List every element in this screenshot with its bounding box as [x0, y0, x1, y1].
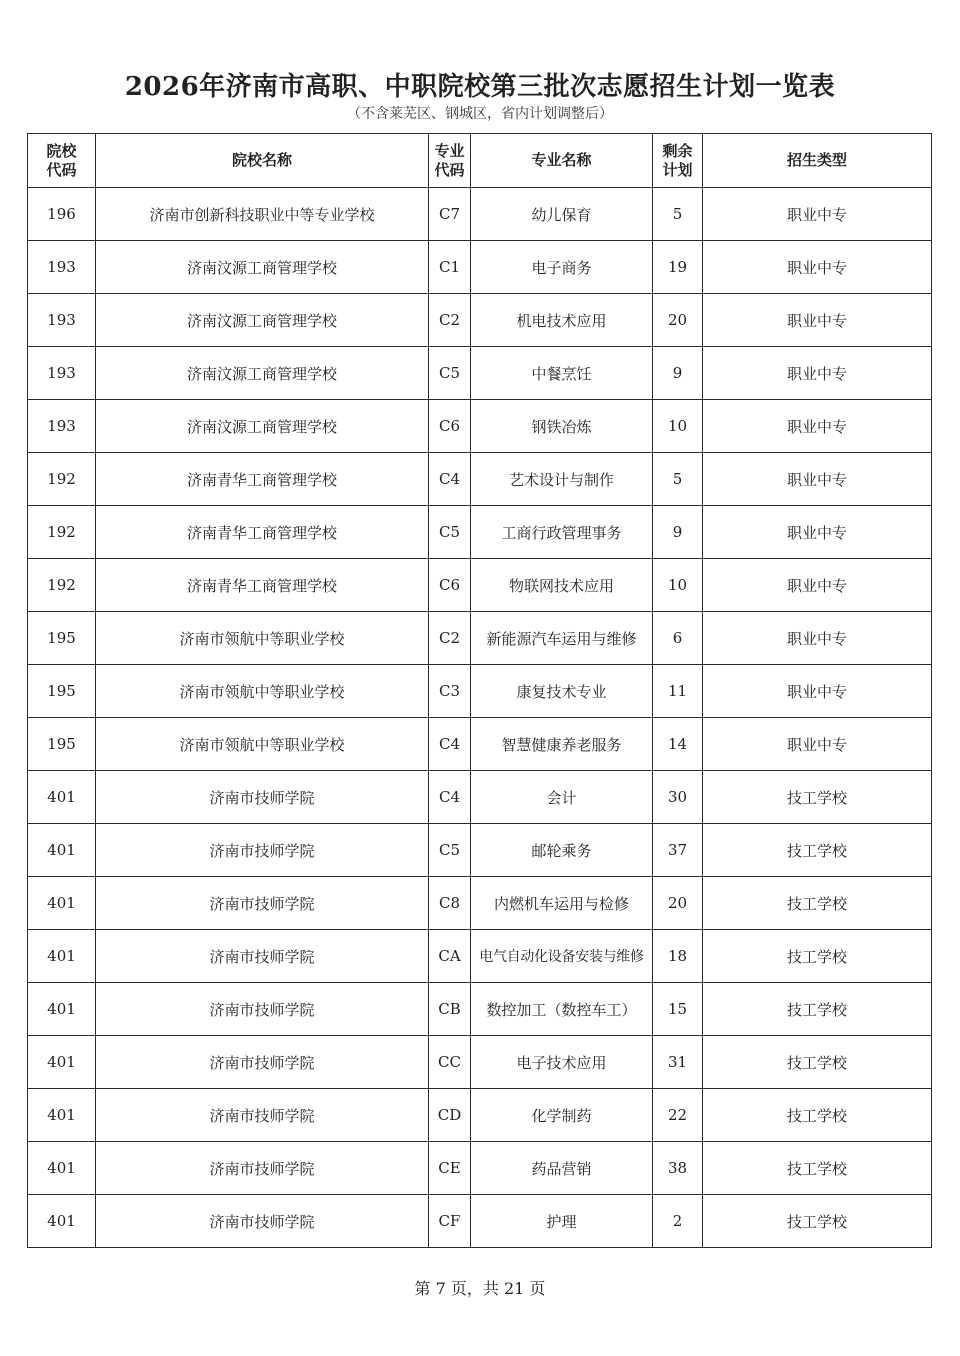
cell-school-name: 济南市技师学院 — [96, 771, 429, 824]
cell-remaining: 9 — [653, 347, 703, 400]
cell-school-code: 401 — [28, 771, 96, 824]
cell-major-name: 数控加工（数控车工） — [471, 983, 653, 1036]
cell-major-name: 物联网技术应用 — [471, 559, 653, 612]
header-major-code-line2: 代码 — [434, 160, 465, 179]
cell-school-code: 195 — [28, 665, 96, 718]
cell-major-name: 邮轮乘务 — [471, 824, 653, 877]
cell-remaining: 10 — [653, 400, 703, 453]
page-footer: 第 7 页，共 21 页 — [414, 1279, 546, 1298]
table-row — [28, 506, 932, 559]
table-row — [28, 1089, 932, 1142]
cell-major-code: CB — [429, 983, 471, 1036]
cell-school-code: 195 — [28, 718, 96, 771]
cell-remaining: 30 — [653, 771, 703, 824]
cell-school-name: 济南市技师学院 — [96, 1089, 429, 1142]
cell-major-name: 康复技术专业 — [471, 665, 653, 718]
table-body — [28, 188, 932, 1248]
header-school-code — [28, 134, 96, 188]
table-row — [28, 1036, 932, 1089]
cell-school-code: 401 — [28, 1036, 96, 1089]
cell-enrollment-type: 职业中专 — [703, 506, 932, 559]
header-enrollment-type: 招生类型 — [703, 134, 932, 188]
cell-school-code: 401 — [28, 824, 96, 877]
table-row — [28, 241, 932, 294]
cell-remaining: 6 — [653, 612, 703, 665]
enrollment-plan-table — [27, 133, 932, 1248]
cell-remaining: 20 — [653, 294, 703, 347]
cell-school-name: 济南市领航中等职业学校 — [96, 612, 429, 665]
header-remaining-line2: 计划 — [662, 160, 693, 179]
cell-major-name: 钢铁冶炼 — [471, 400, 653, 453]
cell-enrollment-type: 职业中专 — [703, 188, 932, 241]
cell-remaining: 5 — [653, 453, 703, 506]
cell-major-name: 电子商务 — [471, 241, 653, 294]
cell-major-code: C6 — [429, 400, 471, 453]
cell-school-code: 193 — [28, 400, 96, 453]
cell-school-name: 济南汶源工商管理学校 — [96, 241, 429, 294]
cell-remaining: 37 — [653, 824, 703, 877]
cell-major-name: 工商行政管理事务 — [471, 506, 653, 559]
page-subtitle: （不含莱芜区、钢城区，省内计划调整后） — [347, 106, 613, 122]
cell-major-name: 护理 — [471, 1195, 653, 1248]
cell-school-code: 401 — [28, 877, 96, 930]
cell-major-code: CE — [429, 1142, 471, 1195]
cell-school-code: 192 — [28, 559, 96, 612]
cell-enrollment-type: 职业中专 — [703, 718, 932, 771]
cell-major-name: 会计 — [471, 771, 653, 824]
table-row — [28, 1195, 932, 1248]
cell-school-code: 193 — [28, 347, 96, 400]
cell-school-name: 济南市技师学院 — [96, 930, 429, 983]
cell-major-name: 药品营销 — [471, 1142, 653, 1195]
cell-school-name: 济南市领航中等职业学校 — [96, 718, 429, 771]
cell-major-code: C5 — [429, 506, 471, 559]
cell-enrollment-type: 技工学校 — [703, 1142, 932, 1195]
cell-major-code: C2 — [429, 294, 471, 347]
cell-remaining: 19 — [653, 241, 703, 294]
table-row — [28, 559, 932, 612]
cell-major-code: CD — [429, 1089, 471, 1142]
table-row — [28, 294, 932, 347]
cell-school-name: 济南市创新科技职业中等专业学校 — [96, 188, 429, 241]
cell-major-name: 艺术设计与制作 — [471, 453, 653, 506]
header-major-code — [429, 134, 471, 188]
cell-school-name: 济南市技师学院 — [96, 1195, 429, 1248]
cell-school-code: 192 — [28, 506, 96, 559]
cell-enrollment-type: 技工学校 — [703, 824, 932, 877]
cell-enrollment-type: 技工学校 — [703, 877, 932, 930]
cell-major-name: 机电技术应用 — [471, 294, 653, 347]
cell-school-code: 196 — [28, 188, 96, 241]
cell-enrollment-type: 职业中专 — [703, 453, 932, 506]
cell-major-name: 内燃机车运用与检修 — [471, 877, 653, 930]
cell-enrollment-type: 技工学校 — [703, 1089, 932, 1142]
cell-major-code: C4 — [429, 453, 471, 506]
table-row — [28, 824, 932, 877]
cell-enrollment-type: 技工学校 — [703, 1195, 932, 1248]
table-row — [28, 983, 932, 1036]
header-major-code-line1: 专业 — [434, 141, 465, 160]
cell-major-code: C8 — [429, 877, 471, 930]
table-row — [28, 1142, 932, 1195]
cell-remaining: 20 — [653, 877, 703, 930]
cell-enrollment-type: 职业中专 — [703, 294, 932, 347]
cell-major-code: C4 — [429, 718, 471, 771]
cell-remaining: 5 — [653, 188, 703, 241]
header-school-name: 院校名称 — [96, 134, 429, 188]
cell-major-name: 电子技术应用 — [471, 1036, 653, 1089]
cell-remaining: 15 — [653, 983, 703, 1036]
cell-major-name: 智慧健康养老服务 — [471, 718, 653, 771]
cell-school-code: 195 — [28, 612, 96, 665]
table-row — [28, 400, 932, 453]
cell-school-name: 济南市技师学院 — [96, 1036, 429, 1089]
cell-school-code: 193 — [28, 241, 96, 294]
cell-enrollment-type: 职业中专 — [703, 400, 932, 453]
header-school-code-line1: 院校 — [46, 141, 77, 160]
cell-enrollment-type: 职业中专 — [703, 612, 932, 665]
cell-major-code: C2 — [429, 612, 471, 665]
cell-school-name: 济南市领航中等职业学校 — [96, 665, 429, 718]
cell-major-code: C6 — [429, 559, 471, 612]
table-row — [28, 612, 932, 665]
cell-major-name: 新能源汽车运用与维修 — [471, 612, 653, 665]
cell-enrollment-type: 职业中专 — [703, 559, 932, 612]
cell-major-code: C5 — [429, 824, 471, 877]
header-remaining — [653, 134, 703, 188]
cell-school-code: 401 — [28, 930, 96, 983]
cell-remaining: 18 — [653, 930, 703, 983]
table-row — [28, 930, 932, 983]
cell-enrollment-type: 职业中专 — [703, 665, 932, 718]
cell-major-code: CF — [429, 1195, 471, 1248]
table-row — [28, 771, 932, 824]
cell-remaining: 14 — [653, 718, 703, 771]
cell-school-name: 济南市技师学院 — [96, 824, 429, 877]
cell-school-code: 401 — [28, 983, 96, 1036]
table-row — [28, 453, 932, 506]
cell-major-name: 化学制药 — [471, 1089, 653, 1142]
table-row — [28, 718, 932, 771]
cell-school-name: 济南市技师学院 — [96, 1142, 429, 1195]
header-school-code-line2: 代码 — [46, 160, 77, 179]
cell-major-code: C3 — [429, 665, 471, 718]
header-remaining-line1: 剩余 — [662, 141, 693, 160]
cell-school-name: 济南青华工商管理学校 — [96, 506, 429, 559]
cell-school-name: 济南青华工商管理学校 — [96, 453, 429, 506]
cell-school-name: 济南市技师学院 — [96, 983, 429, 1036]
cell-remaining: 22 — [653, 1089, 703, 1142]
cell-school-code: 193 — [28, 294, 96, 347]
cell-enrollment-type: 职业中专 — [703, 347, 932, 400]
table-row — [28, 188, 932, 241]
table-header-row — [28, 134, 932, 188]
cell-major-code: C4 — [429, 771, 471, 824]
cell-enrollment-type: 技工学校 — [703, 930, 932, 983]
cell-remaining: 9 — [653, 506, 703, 559]
cell-school-code: 401 — [28, 1142, 96, 1195]
cell-school-name: 济南市技师学院 — [96, 877, 429, 930]
cell-school-code: 401 — [28, 1089, 96, 1142]
cell-major-name: 电气自动化设备安装与维修 — [471, 930, 653, 983]
cell-remaining: 38 — [653, 1142, 703, 1195]
cell-school-name: 济南汶源工商管理学校 — [96, 347, 429, 400]
cell-major-code: C7 — [429, 188, 471, 241]
cell-remaining: 10 — [653, 559, 703, 612]
cell-enrollment-type: 职业中专 — [703, 241, 932, 294]
table-row — [28, 877, 932, 930]
cell-major-code: C1 — [429, 241, 471, 294]
cell-major-code: CA — [429, 930, 471, 983]
cell-enrollment-type: 技工学校 — [703, 1036, 932, 1089]
cell-major-code: C5 — [429, 347, 471, 400]
cell-school-name: 济南汶源工商管理学校 — [96, 400, 429, 453]
cell-enrollment-type: 技工学校 — [703, 771, 932, 824]
cell-school-name: 济南汶源工商管理学校 — [96, 294, 429, 347]
table-row — [28, 665, 932, 718]
cell-major-name: 幼儿保育 — [471, 188, 653, 241]
cell-school-code: 401 — [28, 1195, 96, 1248]
header-major-name: 专业名称 — [471, 134, 653, 188]
cell-major-code: CC — [429, 1036, 471, 1089]
cell-school-code: 192 — [28, 453, 96, 506]
cell-school-name: 济南青华工商管理学校 — [96, 559, 429, 612]
page-title: 2026年济南市高职、中职院校第三批次志愿招生计划一览表 — [124, 72, 836, 102]
cell-enrollment-type: 技工学校 — [703, 983, 932, 1036]
cell-remaining: 2 — [653, 1195, 703, 1248]
cell-major-name: 中餐烹饪 — [471, 347, 653, 400]
cell-remaining: 31 — [653, 1036, 703, 1089]
cell-remaining: 11 — [653, 665, 703, 718]
table-row — [28, 347, 932, 400]
